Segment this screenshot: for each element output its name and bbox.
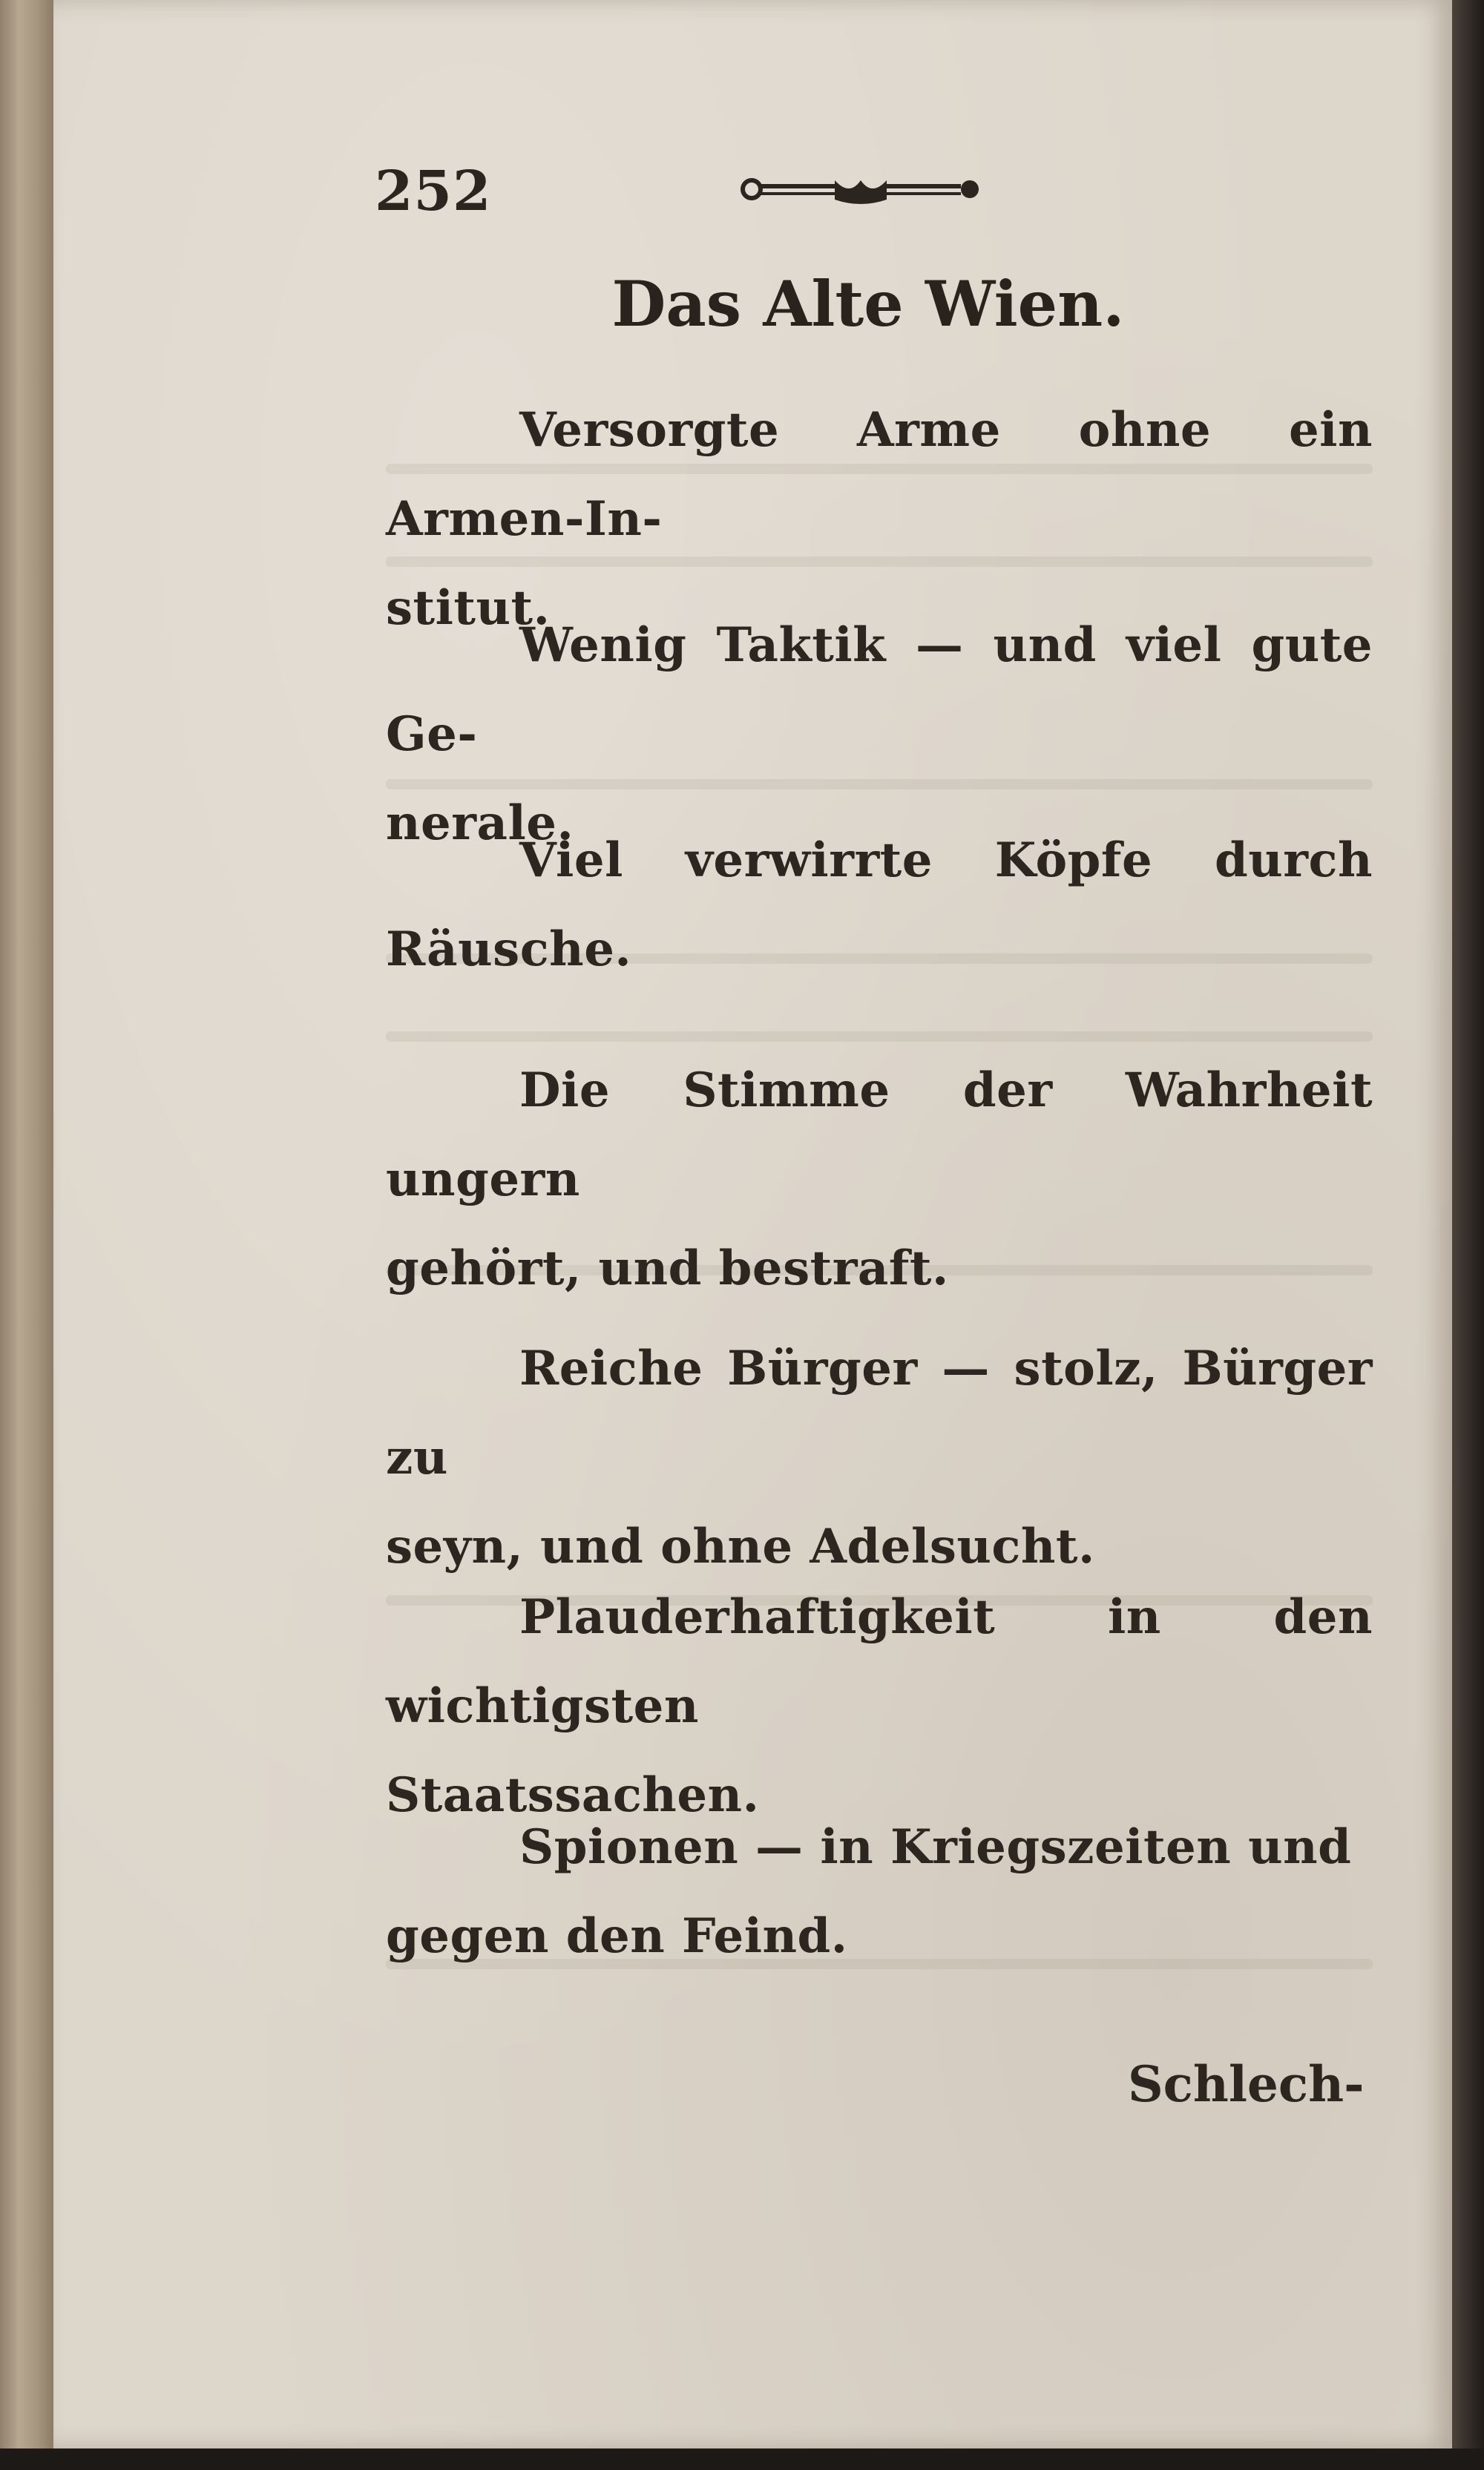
- entry-line: gehört, und bestraft.: [386, 1241, 949, 1296]
- page-edge: [1452, 0, 1484, 2448]
- entry-line: Plauderhaftigkeit in den wichtigsten: [386, 1589, 1373, 1734]
- entry-line: Spionen — in Kriegszeiten und: [519, 1819, 1352, 1875]
- entry-line: seyn, und ohne Adelsucht.: [386, 1519, 1095, 1574]
- entry-line: stitut.: [386, 580, 551, 636]
- page-bottom-shadow: [0, 2448, 1484, 2470]
- entry-line: gegen den Feind.: [386, 1908, 848, 1964]
- aphorism-entry: [386, 1046, 1373, 1313]
- entry-line: Wenig Taktik — und viel gute Ge-: [386, 617, 1373, 762]
- page-number: 252: [375, 160, 492, 223]
- entry-line: nerale.: [386, 795, 574, 851]
- page-title: Das Alte Wien.: [611, 267, 1125, 341]
- aphorism-entry: [386, 1324, 1373, 1592]
- bleed-through-line: [386, 1031, 1373, 1042]
- entry-line: Reiche Bürger — stolz, Bürger zu: [386, 1341, 1373, 1485]
- page-header: [375, 152, 983, 223]
- ornament-icon: [738, 167, 983, 211]
- aphorism-entry: [386, 1573, 1373, 1840]
- catchword: Schlech-: [1128, 2055, 1365, 2113]
- entry-line: Viel verwirrte Köpfe durch Räusche.: [386, 832, 1373, 977]
- aphorism-entry: [386, 1803, 1373, 1981]
- entry-line: Die Stimme der Wahrheit ungern: [386, 1062, 1373, 1207]
- entry-line: Staatssachen.: [386, 1767, 760, 1823]
- entry-line: Versorgte Arme ohne ein Armen-In-: [386, 402, 1373, 547]
- book-spine-edge: [0, 0, 53, 2448]
- aphorism-entry: [386, 816, 1373, 994]
